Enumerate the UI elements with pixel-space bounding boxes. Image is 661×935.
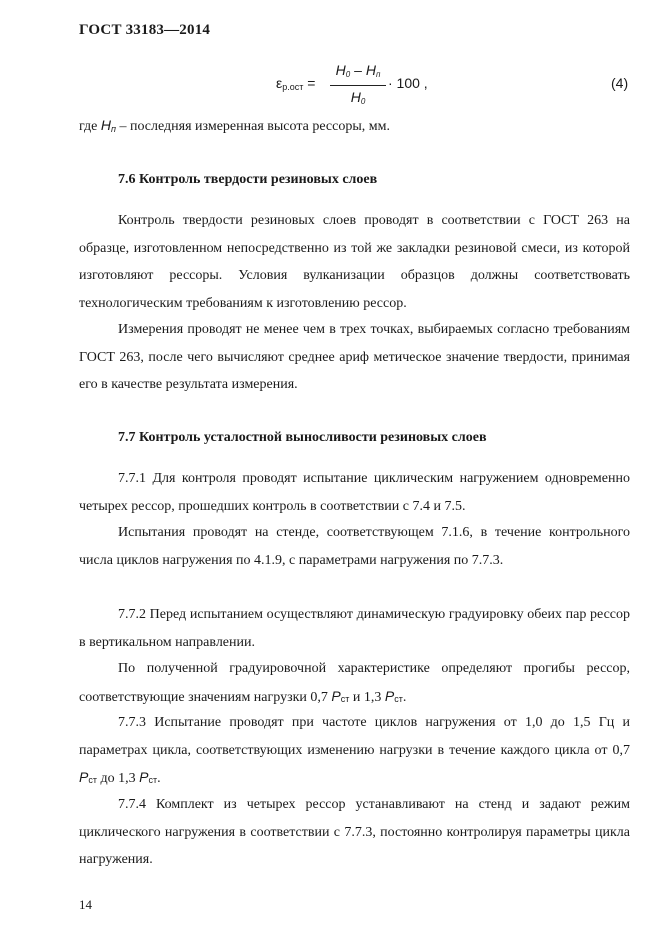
numerator-sub-b: п [375,70,381,79]
formula-fraction [330,61,386,111]
denominator-sub: 0 [360,97,366,106]
p5-var-2-letter: P [139,769,149,785]
p4-var-2-sub: ст [394,693,403,704]
numerator-var-b: H [365,62,376,78]
fraction-bar [330,85,386,86]
p5-var-2 [139,769,157,785]
formula-equals: = [307,75,316,91]
p5-text-b: до 1,3 [96,771,140,786]
p4-var-1-sub: ст [340,693,350,704]
equation-number: (4) [611,75,629,91]
p4-var-2 [385,688,403,704]
p5-var-1 [79,769,97,785]
numerator-operator: – [350,62,366,78]
section-title-7-7: 7.7 Контроль усталостной выносливости резиновых слоев [118,430,487,445]
section-title-7-6: 7.6 Контроль твердости резиновых слоев [118,172,378,187]
page-number: 14 [79,897,92,912]
p4-text-b: и 1,3 [349,689,385,705]
paragraph-7-7-4: 7.7.4 Комплект из четырех рессор устанавливают на стенд и задают режим циклического нагружения в соответствии с 7.7.3, постоянно контролируя параметры цикла нагружения. [79,797,630,867]
p4-var-1-letter: P [331,687,341,704]
paragraph-7-6-2: Измерения проводят не менее чем в трех точках, выбираемых согласно требованиям ГОСТ 263, после чего вычисляют среднее ариф метическое значение твердости, принимая его в качестве результата измерения. [79,322,630,392]
legend-variable [101,117,116,133]
paragraph-7-7-1-cont: Испытания проводят на стенде, соответствующем 7.1.6, в течение контрольного числа циклов нагружения по 4.1.9, с параметрами нагружения по 7.7.3. [79,525,630,568]
legend-text: – последняя измеренная высота рессоры, мм. [119,119,390,134]
paragraph-7-6-1: Контроль твердости резиновых слоев проводят в соответствии с ГОСТ 263 на образце, изготовленном непосредственно из той же закладки резиновой смеси, из которой изготовляют рессоры. Условия вулканизации образцов должны соответствовать технологическим требованиям к изготовлению рессор. [79,213,630,311]
paragraph-7-7-2: 7.7.2 Перед испытанием осуществляют динамическую градуировку обеих пар рессор в вертикальном направлении. [79,607,630,650]
p4-text-a: По полученной градуировочной характеристике определяют прогибы рессор, соответствующие значениям нагрузки 0,7 [79,661,630,705]
paragraph-7-7-2-cont [79,655,630,713]
p5-text-a: 7.7.3 Испытание проводят при частоте циклов нагружения от 1,0 до 1,5 Гц и параметрах цикла, соответствующих изменению нагрузки в течение каждого цикла от 0,7 [79,715,630,758]
p4-var-2-letter: P [384,687,395,704]
legend-var-letter: H [100,117,112,133]
document-header: ГОСТ 33183—2014 [79,22,211,38]
formula-epsilon: ε [276,75,283,91]
legend-var-sub: п [111,124,116,134]
formula-legend [79,117,390,135]
p5-var-2-sub: ст [148,775,158,785]
numerator-var-a: H [335,62,346,78]
legend-prefix: где [79,119,98,134]
formula-numerator [330,61,386,84]
formula-4 [0,58,661,110]
p5-text-c: . [157,771,161,786]
formula-denominator [330,88,386,111]
paragraph-7-7-3 [79,709,630,795]
paragraph-7-7-1: 7.7.1 Для контроля проводят испытание циклическим нагружением одновременно четырех рессор, прошедших контроль в соответствии с 7.4 и 7.5. [79,471,630,514]
p4-text-c: . [402,689,407,705]
p4-var-1 [331,688,349,704]
formula-lhs [276,75,315,92]
denominator-var: H [350,89,361,105]
p5-var-1-sub: ст [88,775,97,785]
p5-var-1-letter: P [79,769,89,785]
formula-multiplier: · 100 , [388,75,428,91]
numerator-sub-a: 0 [345,70,351,79]
formula-lhs-subscript: р.ост [282,82,304,92]
